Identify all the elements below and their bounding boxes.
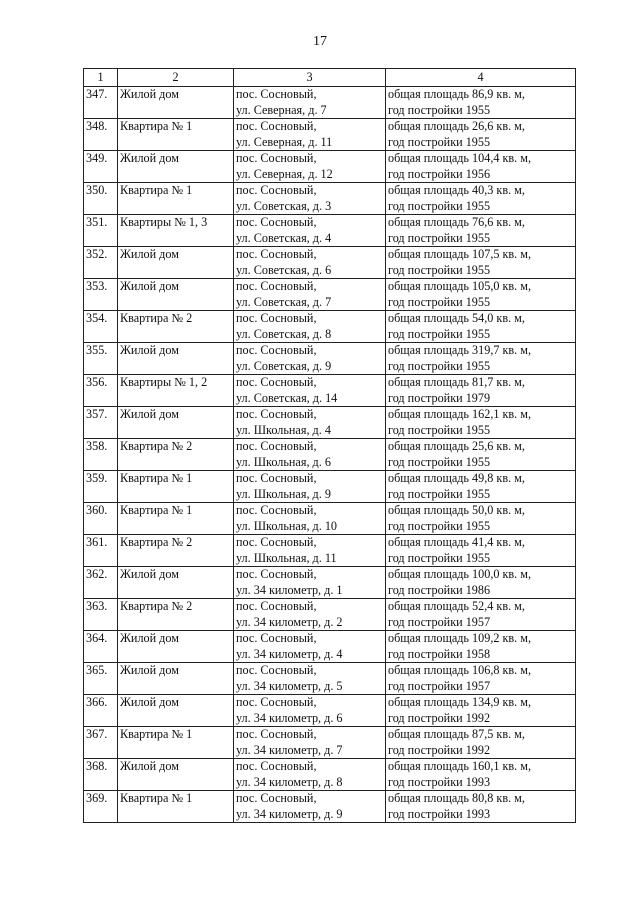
total-area: общая площадь 100,0 кв. м, xyxy=(388,567,532,581)
address-cell xyxy=(234,567,386,599)
total-area: общая площадь 319,7 кв. м, xyxy=(388,343,532,357)
address-settlement: пос. Сосновый, xyxy=(236,215,317,229)
details-cell xyxy=(386,631,576,663)
address-street: ул. 34 километр, д. 9 xyxy=(236,806,343,821)
address-settlement: пос. Сосновый, xyxy=(236,759,317,773)
construction-year: год постройки 1955 xyxy=(388,230,491,245)
object-name: Квартиры № 1, 2 xyxy=(118,375,234,407)
total-area: общая площадь 54,0 кв. м, xyxy=(388,311,525,325)
object-name: Жилой дом xyxy=(118,695,234,727)
table-row xyxy=(84,663,576,695)
address-cell xyxy=(234,439,386,471)
row-number: 355. xyxy=(84,343,118,375)
details-cell xyxy=(386,311,576,343)
address-cell xyxy=(234,279,386,311)
address-settlement: пос. Сосновый, xyxy=(236,695,317,709)
address-street: ул. 34 километр, д. 7 xyxy=(236,742,343,757)
column-header-2: 2 xyxy=(118,69,234,87)
table-row xyxy=(84,151,576,183)
construction-year: год постройки 1955 xyxy=(388,454,491,469)
address-settlement: пос. Сосновый, xyxy=(236,151,317,165)
address-street: ул. Советская, д. 6 xyxy=(236,262,332,277)
row-number: 360. xyxy=(84,503,118,535)
object-name: Квартира № 2 xyxy=(118,535,234,567)
details-cell xyxy=(386,151,576,183)
construction-year: год постройки 1957 xyxy=(388,678,491,693)
object-name: Жилой дом xyxy=(118,87,234,119)
construction-year: год постройки 1955 xyxy=(388,134,491,149)
details-cell xyxy=(386,343,576,375)
address-street: ул. 34 километр, д. 2 xyxy=(236,614,343,629)
address-street: ул. 34 километр, д. 8 xyxy=(236,774,343,789)
table-row xyxy=(84,407,576,439)
table-row xyxy=(84,503,576,535)
row-number: 368. xyxy=(84,759,118,791)
total-area: общая площадь 134,9 кв. м, xyxy=(388,695,532,709)
details-cell xyxy=(386,727,576,759)
row-number: 361. xyxy=(84,535,118,567)
address-cell xyxy=(234,791,386,823)
details-cell xyxy=(386,279,576,311)
row-number: 353. xyxy=(84,279,118,311)
construction-year: год постройки 1957 xyxy=(388,614,491,629)
table-row xyxy=(84,279,576,311)
construction-year: год постройки 1992 xyxy=(388,742,491,757)
construction-year: год постройки 1958 xyxy=(388,646,491,661)
construction-year: год постройки 1993 xyxy=(388,774,491,789)
address-street: ул. Советская, д. 9 xyxy=(236,358,332,373)
row-number: 349. xyxy=(84,151,118,183)
column-header-1: 1 xyxy=(84,69,118,87)
row-number: 363. xyxy=(84,599,118,631)
details-cell xyxy=(386,215,576,247)
total-area: общая площадь 80,8 кв. м, xyxy=(388,791,525,805)
address-settlement: пос. Сосновый, xyxy=(236,183,317,197)
page-number: 17 xyxy=(313,34,327,49)
object-name: Жилой дом xyxy=(118,279,234,311)
table-row xyxy=(84,695,576,727)
construction-year: год постройки 1955 xyxy=(388,358,491,373)
table-row xyxy=(84,215,576,247)
address-settlement: пос. Сосновый, xyxy=(236,791,317,805)
address-street: ул. 34 километр, д. 1 xyxy=(236,582,343,597)
total-area: общая площадь 105,0 кв. м, xyxy=(388,279,532,293)
row-number: 347. xyxy=(84,87,118,119)
address-cell xyxy=(234,471,386,503)
table-row xyxy=(84,87,576,119)
table-row xyxy=(84,567,576,599)
table-row xyxy=(84,791,576,823)
address-street: ул. Северная, д. 7 xyxy=(236,102,327,117)
address-settlement: пос. Сосновый, xyxy=(236,599,317,613)
object-name: Жилой дом xyxy=(118,247,234,279)
row-number: 362. xyxy=(84,567,118,599)
address-settlement: пос. Сосновый, xyxy=(236,663,317,677)
address-settlement: пос. Сосновый, xyxy=(236,247,317,261)
details-cell xyxy=(386,183,576,215)
table-row xyxy=(84,471,576,503)
address-settlement: пос. Сосновый, xyxy=(236,535,317,549)
object-name: Квартира № 2 xyxy=(118,599,234,631)
row-number: 365. xyxy=(84,663,118,695)
row-number: 352. xyxy=(84,247,118,279)
row-number: 358. xyxy=(84,439,118,471)
column-header-4: 4 xyxy=(386,69,576,87)
address-settlement: пос. Сосновый, xyxy=(236,343,317,357)
address-cell xyxy=(234,535,386,567)
table-row xyxy=(84,599,576,631)
construction-year: год постройки 1986 xyxy=(388,582,491,597)
object-name: Жилой дом xyxy=(118,151,234,183)
details-cell xyxy=(386,247,576,279)
construction-year: год постройки 1955 xyxy=(388,550,491,565)
address-settlement: пос. Сосновый, xyxy=(236,439,317,453)
object-name: Квартира № 1 xyxy=(118,727,234,759)
table-row xyxy=(84,375,576,407)
address-cell xyxy=(234,119,386,151)
address-cell xyxy=(234,247,386,279)
details-cell xyxy=(386,791,576,823)
address-cell xyxy=(234,663,386,695)
table-body xyxy=(84,87,576,823)
total-area: общая площадь 86,9 кв. м, xyxy=(388,87,525,101)
address-street: ул. Школьная, д. 11 xyxy=(236,550,337,565)
total-area: общая площадь 107,5 кв. м, xyxy=(388,247,532,261)
object-name: Квартира № 1 xyxy=(118,503,234,535)
address-settlement: пос. Сосновый, xyxy=(236,407,317,421)
column-header-3: 3 xyxy=(234,69,386,87)
table-row xyxy=(84,631,576,663)
total-area: общая площадь 162,1 кв. м, xyxy=(388,407,532,421)
details-cell xyxy=(386,567,576,599)
object-name: Жилой дом xyxy=(118,663,234,695)
object-name: Квартира № 1 xyxy=(118,791,234,823)
total-area: общая площадь 50,0 кв. м, xyxy=(388,503,525,517)
row-number: 348. xyxy=(84,119,118,151)
object-name: Жилой дом xyxy=(118,759,234,791)
address-street: ул. Советская, д. 14 xyxy=(236,390,338,405)
construction-year: год постройки 1955 xyxy=(388,198,491,213)
construction-year: год постройки 1955 xyxy=(388,422,491,437)
address-cell xyxy=(234,599,386,631)
address-settlement: пос. Сосновый, xyxy=(236,503,317,517)
details-cell xyxy=(386,695,576,727)
address-settlement: пос. Сосновый, xyxy=(236,727,317,741)
construction-year: год постройки 1955 xyxy=(388,262,491,277)
total-area: общая площадь 25,6 кв. м, xyxy=(388,439,525,453)
total-area: общая площадь 160,1 кв. м, xyxy=(388,759,532,773)
address-cell xyxy=(234,311,386,343)
object-name: Жилой дом xyxy=(118,343,234,375)
details-cell xyxy=(386,407,576,439)
table-row xyxy=(84,535,576,567)
details-cell xyxy=(386,439,576,471)
address-settlement: пос. Сосновый, xyxy=(236,311,317,325)
construction-year: год постройки 1992 xyxy=(388,710,491,725)
total-area: общая площадь 106,8 кв. м, xyxy=(388,663,532,677)
address-cell xyxy=(234,151,386,183)
row-number: 357. xyxy=(84,407,118,439)
property-registry-table xyxy=(83,68,576,823)
row-number: 359. xyxy=(84,471,118,503)
details-cell xyxy=(386,535,576,567)
table-row xyxy=(84,247,576,279)
address-cell xyxy=(234,407,386,439)
row-number: 364. xyxy=(84,631,118,663)
construction-year: год постройки 1955 xyxy=(388,486,491,501)
row-number: 350. xyxy=(84,183,118,215)
details-cell xyxy=(386,759,576,791)
details-cell xyxy=(386,663,576,695)
address-street: ул. 34 километр, д. 4 xyxy=(236,646,343,661)
row-number: 356. xyxy=(84,375,118,407)
details-cell xyxy=(386,599,576,631)
address-street: ул. Северная, д. 12 xyxy=(236,166,333,181)
object-name: Квартира № 2 xyxy=(118,439,234,471)
total-area: общая площадь 76,6 кв. м, xyxy=(388,215,525,229)
table-row xyxy=(84,439,576,471)
total-area: общая площадь 41,4 кв. м, xyxy=(388,535,525,549)
object-name: Квартира № 1 xyxy=(118,471,234,503)
address-street: ул. 34 километр, д. 6 xyxy=(236,710,343,725)
total-area: общая площадь 109,2 кв. м, xyxy=(388,631,532,645)
construction-year: год постройки 1955 xyxy=(388,102,491,117)
object-name: Квартира № 1 xyxy=(118,119,234,151)
details-cell xyxy=(386,375,576,407)
object-name: Жилой дом xyxy=(118,407,234,439)
address-settlement: пос. Сосновый, xyxy=(236,567,317,581)
row-number: 354. xyxy=(84,311,118,343)
details-cell xyxy=(386,471,576,503)
object-name: Квартира № 2 xyxy=(118,311,234,343)
address-cell xyxy=(234,695,386,727)
object-name: Жилой дом xyxy=(118,631,234,663)
address-cell xyxy=(234,183,386,215)
row-number: 367. xyxy=(84,727,118,759)
address-settlement: пос. Сосновый, xyxy=(236,471,317,485)
address-cell xyxy=(234,375,386,407)
table-row xyxy=(84,759,576,791)
table-row xyxy=(84,183,576,215)
construction-year: год постройки 1979 xyxy=(388,390,491,405)
address-settlement: пос. Сосновый, xyxy=(236,631,317,645)
address-street: ул. Советская, д. 8 xyxy=(236,326,332,341)
object-name: Квартиры № 1, 3 xyxy=(118,215,234,247)
total-area: общая площадь 40,3 кв. м, xyxy=(388,183,525,197)
address-cell xyxy=(234,503,386,535)
table-header-row xyxy=(84,69,576,87)
construction-year: год постройки 1955 xyxy=(388,326,491,341)
address-street: ул. Советская, д. 4 xyxy=(236,230,332,245)
row-number: 366. xyxy=(84,695,118,727)
address-settlement: пос. Сосновый, xyxy=(236,119,317,133)
table-row xyxy=(84,727,576,759)
address-street: ул. 34 километр, д. 5 xyxy=(236,678,343,693)
total-area: общая площадь 52,4 кв. м, xyxy=(388,599,525,613)
address-street: ул. Школьная, д. 10 xyxy=(236,518,338,533)
construction-year: год постройки 1955 xyxy=(388,518,491,533)
row-number: 351. xyxy=(84,215,118,247)
address-street: ул. Северная, д. 11 xyxy=(236,134,333,149)
total-area: общая площадь 81,7 кв. м, xyxy=(388,375,525,389)
address-cell xyxy=(234,631,386,663)
total-area: общая площадь 104,4 кв. м, xyxy=(388,151,532,165)
total-area: общая площадь 49,8 кв. м, xyxy=(388,471,525,485)
address-cell xyxy=(234,727,386,759)
table-row xyxy=(84,311,576,343)
construction-year: год постройки 1956 xyxy=(388,166,491,181)
address-cell xyxy=(234,343,386,375)
address-street: ул. Школьная, д. 9 xyxy=(236,486,331,501)
details-cell xyxy=(386,503,576,535)
object-name: Жилой дом xyxy=(118,567,234,599)
row-number: 369. xyxy=(84,791,118,823)
address-cell xyxy=(234,759,386,791)
address-settlement: пос. Сосновый, xyxy=(236,87,317,101)
details-cell xyxy=(386,87,576,119)
address-settlement: пос. Сосновый, xyxy=(236,279,317,293)
address-street: ул. Советская, д. 3 xyxy=(236,198,332,213)
address-street: ул. Школьная, д. 6 xyxy=(236,454,331,469)
address-street: ул. Школьная, д. 4 xyxy=(236,422,331,437)
details-cell xyxy=(386,119,576,151)
construction-year: год постройки 1955 xyxy=(388,294,491,309)
address-cell xyxy=(234,215,386,247)
total-area: общая площадь 26,6 кв. м, xyxy=(388,119,525,133)
address-cell xyxy=(234,87,386,119)
address-street: ул. Советская, д. 7 xyxy=(236,294,332,309)
table-row xyxy=(84,343,576,375)
table-row xyxy=(84,119,576,151)
object-name: Квартира № 1 xyxy=(118,183,234,215)
construction-year: год постройки 1993 xyxy=(388,806,491,821)
total-area: общая площадь 87,5 кв. м, xyxy=(388,727,525,741)
address-settlement: пос. Сосновый, xyxy=(236,375,317,389)
